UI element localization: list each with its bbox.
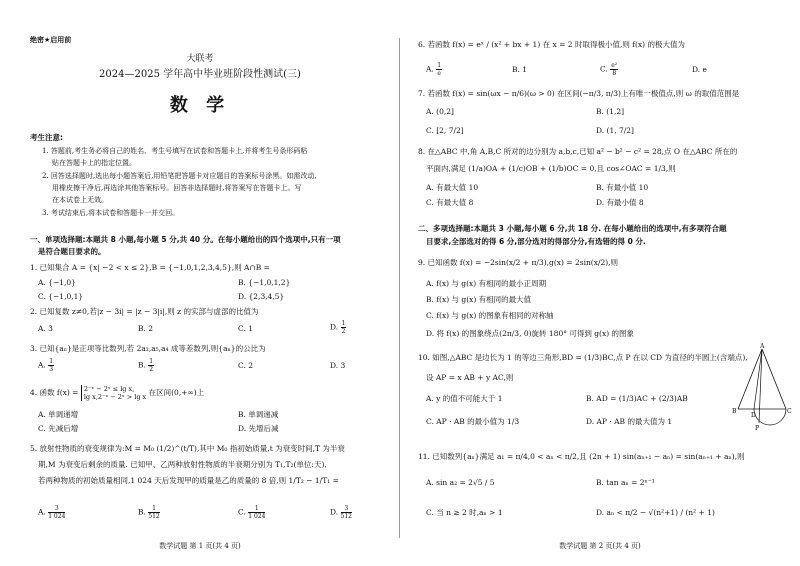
q3-option-b-label: B. bbox=[138, 360, 146, 370]
question-5-line-2: 期,M 为衰变后剩余的质量. 已知甲、乙两种放射性物质的半衰期分别为 T₁,T₂(单位:天), bbox=[38, 460, 327, 469]
q6-a-num: 1 bbox=[437, 62, 442, 69]
q11-option-d[interactable]: D. aₙ < π/2 − √(n²+1) / (n² + 1) bbox=[596, 508, 715, 517]
q5-option-c[interactable] bbox=[238, 505, 265, 520]
question-3: 3. 已知{aₙ}是正项等比数列,若 2a₃,a₅,a₄ 成等差数列,则{aₙ}的公比为 bbox=[30, 344, 266, 353]
q2-option-b[interactable]: B. 2 bbox=[138, 324, 154, 333]
label-b: B bbox=[732, 408, 737, 415]
page-footer-right: 数学试题 第 2 页(共 4 页) bbox=[559, 542, 641, 550]
q3-option-a[interactable] bbox=[38, 358, 54, 373]
q6-option-a[interactable] bbox=[426, 62, 442, 77]
q5-option-a[interactable] bbox=[38, 505, 65, 520]
q8-option-d[interactable]: D. 有最小值 8 bbox=[596, 198, 644, 207]
q6-c-num: e² bbox=[611, 62, 618, 69]
edge-ab bbox=[738, 349, 762, 409]
q5-c-num: 1 bbox=[248, 505, 265, 513]
q6-option-c-fraction bbox=[610, 62, 618, 77]
edge-ac bbox=[762, 349, 786, 409]
q4-piecewise bbox=[81, 385, 146, 401]
q9-option-d[interactable]: D. 将 f(x) 的图象绕点(2π/3, 0)旋转 180° 可得到 g(x) 的图象 bbox=[426, 329, 635, 338]
question-10-line-2: 设 AP = x AB + y AC,则 bbox=[426, 373, 514, 382]
q5-option-d-label: D. bbox=[330, 507, 339, 517]
q6-a-den: e bbox=[437, 70, 441, 77]
q4-option-c[interactable]: C. 先减后增 bbox=[38, 424, 79, 433]
q3-option-c[interactable]: C. 2 bbox=[238, 361, 254, 370]
q7-option-d[interactable]: D. (1, 7/2] bbox=[596, 126, 634, 135]
notice-1b: 贴在答题卡上的指定位置。 bbox=[52, 159, 136, 167]
q2-option-a[interactable]: A. 3 bbox=[38, 324, 53, 333]
notice-1a: 1. 答题前,考生务必将自己的姓名、考生号填写在试卷和答题卡上,并将考生号条形码粘 bbox=[42, 147, 308, 155]
q3-option-a-fraction bbox=[48, 358, 54, 373]
notice-2a: 2. 回答选择题时,选出每小题答案后,用铅笔把答题卡对应题目的答案标号涂黑。如需改动, bbox=[42, 172, 317, 180]
q10-option-a[interactable]: A. y 的值不可能大于 1 bbox=[426, 394, 503, 403]
subject-title: 数 学 bbox=[169, 95, 231, 116]
q4-case-2: lg x,2⁻ˣ − 2ˣ > lg x bbox=[83, 393, 147, 401]
q8-option-a[interactable]: A. 有最大值 10 bbox=[426, 183, 479, 192]
q4-prefix: 4. 函数 f(x) = bbox=[30, 388, 79, 397]
q4-option-a[interactable]: A. 单调递增 bbox=[38, 410, 79, 419]
q5-option-b-label: B. bbox=[138, 507, 146, 517]
q8-option-b[interactable]: B. 有最小值 10 bbox=[596, 183, 649, 192]
q7-option-b[interactable]: B. (1,2] bbox=[596, 107, 625, 116]
question-4 bbox=[30, 385, 204, 401]
q6-option-c[interactable] bbox=[600, 62, 618, 77]
q11-option-c[interactable]: C. 当 n ≥ 2 时,aₙ > 1 bbox=[426, 508, 503, 517]
question-7: 7. 若函数 f(x) = sin(ωx − π/6)(ω > 0) 在区间(−π/3, π/3)上有唯一极值点,则 ω 的取值范围是 bbox=[418, 89, 740, 98]
question-5-line-3: 若两种物质的初始质量相同,1 024 天后发现甲的质量是乙的质量的 8 倍,则 1/T₂ − 1/T₁ = bbox=[38, 476, 339, 485]
q6-option-a-label: A. bbox=[426, 64, 434, 74]
q3-option-b-fraction bbox=[148, 358, 154, 373]
q1-option-a[interactable]: A. {−1,0} bbox=[38, 278, 76, 287]
question-6: 6. 若函数 f(x) = eˣ / (x² + bx + 1) 在 x = 2 时取得极小值,则 f(x) 的极大值为 bbox=[418, 40, 685, 49]
q1-option-c[interactable]: C. {−1,0,1} bbox=[38, 292, 84, 301]
section1-heading-a: 一、单项选择题:本题共 8 小题,每小题 5 分,共 40 分。在每小题给出的四个选项中,只有一项 bbox=[30, 235, 341, 244]
q10-option-d[interactable]: D. AP · AB 的最大值为 1 bbox=[586, 417, 673, 426]
notice-title: 考生注意: bbox=[30, 133, 63, 142]
q2-option-c[interactable]: C. 1 bbox=[238, 324, 254, 333]
question-1: 1. 已知集合 A = {x| −2 < x ≤ 2},B = {−1,0,1,2,3,4,5},则 A∩B = bbox=[30, 263, 270, 272]
question-9: 9. 已知函数 f(x) = −2sin(x/2 + π/3),g(x) = 2sin(x/2),则 bbox=[418, 258, 619, 267]
q3-b-num: 1 bbox=[149, 358, 154, 365]
secret-mark: 绝密★启用前 bbox=[30, 36, 72, 44]
section1-heading-b: 是符合题目要求的。 bbox=[38, 247, 106, 256]
label-c: C bbox=[787, 408, 792, 415]
q6-option-d[interactable]: D. e bbox=[692, 65, 707, 74]
q7-option-c[interactable]: C. [2, 7/2] bbox=[426, 126, 464, 135]
q5-option-b[interactable] bbox=[138, 505, 160, 520]
page-footer-left: 数学试题 第 1 页(共 4 页) bbox=[159, 542, 241, 550]
q10-option-b[interactable]: B. AD = (1/3)AC + (2/3)AB bbox=[586, 394, 688, 403]
q5-option-b-fraction bbox=[148, 505, 159, 520]
q6-option-c-label: C. bbox=[600, 64, 608, 74]
section2-heading-a: 二、多项选择题:本题共 3 小题,每小题 6 分,共 18 分. 在每小题给出的选项中,有多项符合题 bbox=[418, 224, 727, 233]
q4-option-d[interactable]: D. 先增后减 bbox=[238, 424, 279, 433]
q7-option-a[interactable]: A. (0,2] bbox=[426, 107, 454, 116]
q9-option-b[interactable]: B. f(x) 与 g(x) 有相同的最大值 bbox=[426, 295, 532, 304]
notice-3: 3. 考试结束后,将本试卷和答题卡一并交回。 bbox=[42, 209, 180, 217]
q11-option-a[interactable]: A. sin a₂ = 2√5 / 5 bbox=[426, 478, 495, 487]
q5-option-a-fraction bbox=[48, 505, 65, 520]
q3-option-a-label: A. bbox=[38, 360, 46, 370]
q5-option-c-label: C. bbox=[238, 507, 246, 517]
question-5-line-1: 5. 放射性物质的衰变规律为:M = M₀ (1/2)^(t/T),其中 M₀ 指初始质量,t 为衰变时间,T 为半衰 bbox=[30, 444, 345, 453]
q5-option-c-fraction bbox=[248, 505, 265, 520]
q5-a-den: 1 024 bbox=[48, 513, 66, 520]
q2-d-den: 2 bbox=[341, 328, 346, 335]
q3-option-b[interactable] bbox=[138, 358, 154, 373]
question-10-line-1: 10. 如图,△ABC 是边长为 1 的等边三角形,BD = (1/3)BC,点 P 在以 CD 为直径的半圆上(含端点), bbox=[418, 353, 748, 362]
q4-case-1: 2⁻ˣ − 2ˣ ≤ lg x, bbox=[83, 385, 135, 393]
question-2: 2. 已知复数 z≠0,若|z − 3i| = |z − 3|i|,则 z 的实部与虚部的比值为 bbox=[30, 307, 259, 316]
section2-heading-b: 目要求,全部选对的得 6 分,部分选对的得部分分,有选错的得 0 分. bbox=[426, 237, 646, 246]
exam-org: 大联考 bbox=[186, 54, 214, 64]
label-a: A bbox=[760, 343, 765, 350]
q11-option-b[interactable]: B. tan aₙ = 2ⁿ⁻¹ bbox=[596, 478, 655, 487]
label-d: D bbox=[751, 412, 756, 419]
q5-d-num: 3 bbox=[341, 505, 352, 513]
q9-option-a[interactable]: A. f(x) 与 g(x) 有相同的最小正周期 bbox=[426, 279, 547, 288]
q3-option-d[interactable]: D. 3 bbox=[330, 361, 346, 370]
q1-option-d[interactable]: D. {2,3,4,5} bbox=[238, 292, 285, 301]
q3-b-den: 2 bbox=[149, 366, 154, 373]
right-page bbox=[400, 0, 800, 566]
q10-triangle-figure bbox=[732, 343, 792, 433]
q5-option-d-fraction bbox=[341, 505, 352, 520]
notice-2c: 在本试卷上无效。 bbox=[52, 196, 108, 204]
question-8-line-2: 平面内,满足 (1/a)OA + (1/c)OB + (1/b)OC = 0,且 cos∠OAC = 1/3,则 bbox=[426, 164, 676, 173]
q5-d-den: 512 bbox=[340, 513, 352, 520]
question-8-line-1: 8. 在△ABC 中,角 A,B,C 所对的边分别为 a,b,c,已知 a² − b² − c² = 28,点 O 在△ABC 所在的 bbox=[418, 147, 738, 156]
notice-2b: 用橡皮擦干净后,再选涂其他答案标号。回答非选择题时,将答案写在答题卡上。写 bbox=[52, 184, 302, 192]
q9-option-c[interactable]: C. f(x) 与 g(x) 的图象有相同的对称轴 bbox=[426, 311, 554, 320]
q5-a-num: 3 bbox=[48, 505, 65, 513]
q5-option-d[interactable] bbox=[330, 505, 352, 520]
q6-option-b[interactable]: B. 1 bbox=[512, 65, 528, 74]
q2-option-d-label: D. bbox=[330, 322, 339, 332]
question-11: 11. 已知数列{aₙ}满足 a₁ = π/4,0 < aₙ < π/2,且 (2n + 1) sin(aₙ₊₁ − aₙ) = sin(aₙ₊₁ + aₙ),则 bbox=[418, 452, 745, 461]
q3-a-num: 1 bbox=[49, 358, 54, 365]
q6-c-den: 8 bbox=[612, 70, 617, 77]
q5-option-a-label: A. bbox=[38, 507, 46, 517]
exam-title: 2024—2025 学年高中毕业班阶段性测试(三) bbox=[99, 69, 301, 80]
q2-option-d-fraction bbox=[341, 320, 347, 335]
q2-d-num: 1 bbox=[341, 320, 346, 327]
q4-option-b[interactable]: B. 单调递减 bbox=[238, 410, 279, 419]
q5-b-num: 1 bbox=[148, 505, 159, 513]
q8-option-c[interactable]: C. 有最大值 8 bbox=[426, 198, 474, 207]
q4-suffix: 在区间(0,+∞)上 bbox=[148, 388, 205, 397]
q5-c-den: 1 024 bbox=[248, 513, 266, 520]
q5-b-den: 512 bbox=[148, 513, 160, 520]
q2-option-d[interactable] bbox=[330, 320, 346, 335]
q10-option-c[interactable]: C. AP · AB 的最小值为 1/3 bbox=[426, 417, 520, 426]
q1-option-b[interactable]: B. {−1,0,1,2} bbox=[238, 278, 291, 287]
q6-option-a-fraction bbox=[436, 62, 442, 77]
label-p: P bbox=[755, 425, 760, 432]
q3-a-den: 3 bbox=[49, 366, 54, 373]
